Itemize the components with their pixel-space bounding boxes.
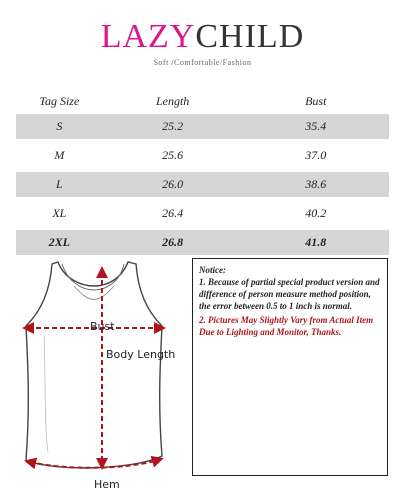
table-row (16, 143, 389, 168)
table-row (16, 114, 389, 139)
notice-title: Notice: (199, 265, 226, 275)
cell-bust: 40.2 (305, 206, 327, 220)
size-chart-table (16, 88, 389, 259)
brand-header (0, 18, 405, 67)
table-row (16, 201, 389, 226)
brand-tagline: Soft /Comfortable/Fashion (153, 58, 252, 67)
header-tag-size: Tag Size (39, 93, 80, 108)
cell-length: 25.2 (103, 114, 243, 139)
notice-item-2: 2. Pictures May Slightly Vary from Actual Item Due to Lighting and Monitor, Thanks. (199, 315, 374, 337)
cell-length: 26.8 (103, 230, 243, 255)
brand-logo (0, 18, 405, 56)
table-row (16, 230, 389, 255)
notice-box (192, 258, 388, 476)
cell-size: 2XL (16, 230, 103, 255)
cell-bust: 37.0 (305, 148, 327, 162)
table-row (16, 172, 389, 197)
cell-size: XL (52, 206, 67, 220)
header-bust: Bust (305, 93, 327, 108)
cell-bust: 38.6 (243, 172, 389, 197)
cell-length: 25.6 (162, 148, 184, 162)
tank-top-diagram (14, 256, 194, 490)
header-length: Length (155, 93, 190, 108)
tank-top-illustration (14, 256, 194, 490)
body-length-label: Body Length (106, 348, 176, 361)
hem-label: Hem (94, 478, 120, 491)
table-header-row (16, 92, 389, 110)
brand-logo-child: CHILD (195, 18, 305, 55)
notice-item-1: 1. Because of partial special product version and difference of person measure method position, the error between 0.5 to 1 inch is normal. (199, 277, 380, 311)
bust-label: Bust (90, 320, 115, 333)
cell-size: L (16, 172, 103, 197)
cell-bust: 41.8 (243, 230, 389, 255)
cell-size: S (16, 114, 103, 139)
brand-logo-lazy: LAZY (100, 18, 196, 55)
cell-bust: 35.4 (243, 114, 389, 139)
cell-length: 26.0 (103, 172, 243, 197)
cell-length: 26.4 (162, 206, 184, 220)
cell-size: M (54, 148, 65, 162)
